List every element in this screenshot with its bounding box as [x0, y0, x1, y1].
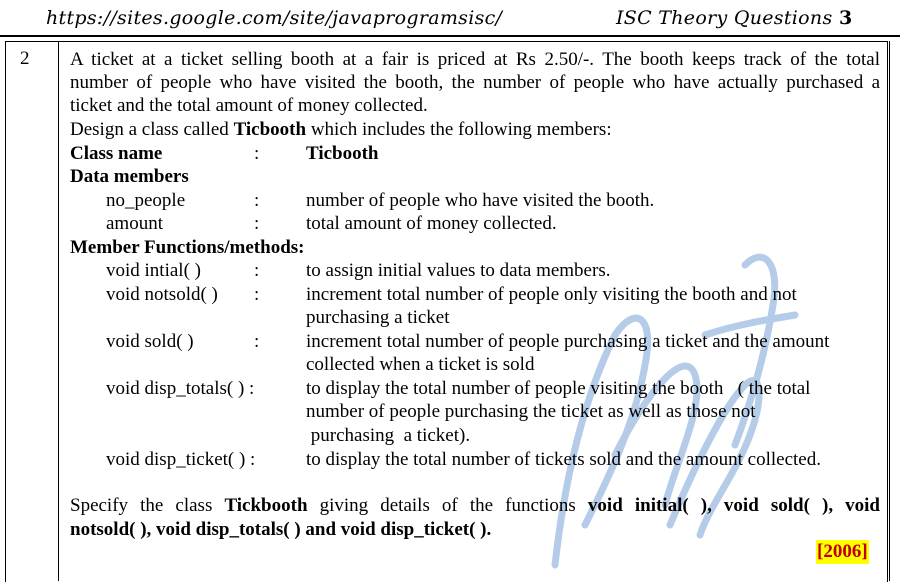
method-desc: increment total number of people purchasing a ticket and the amount: [306, 331, 830, 352]
method-name: void intial( ): [106, 260, 201, 281]
member-desc: number of people who have visited the booth.: [306, 190, 655, 211]
column-divider: [58, 41, 59, 581]
intro-line-1: A ticket at a ticket selling booth at a fair is priced at Rs 2.50/-. The booth keeps track of the total: [70, 49, 880, 70]
header-title: ISC Theory Questions: [616, 7, 833, 29]
member-colon: :: [254, 213, 260, 234]
specify-text-1: Specify the class: [70, 495, 225, 516]
specify-line-1: [70, 494, 880, 517]
data-members-heading: Data members: [70, 166, 189, 187]
design-line: [70, 118, 612, 141]
member-name: no_people: [106, 190, 186, 211]
design-class: Ticbooth: [233, 119, 307, 140]
specify-functions: void initial( ), void sold( ), void: [587, 495, 881, 516]
member-name: amount: [106, 213, 163, 234]
specify-class: Tickbooth: [224, 495, 308, 516]
method-name: void disp_ticket( ) :: [106, 449, 256, 470]
header-url: https://sites.google.com/site/javaprogramsisc/: [46, 7, 503, 29]
method-desc: to display the total number of tickets sold and the amount collected.: [306, 449, 821, 470]
method-desc: purchasing a ticket: [306, 307, 450, 328]
method-colon: :: [254, 260, 260, 281]
class-name-value: Ticbooth: [306, 143, 379, 164]
page-header: [0, 0, 900, 34]
method-desc: to assign initial values to data members.: [306, 260, 611, 281]
method-colon: :: [254, 331, 260, 352]
class-name-colon: :: [254, 143, 260, 164]
method-colon: :: [254, 284, 260, 305]
design-suffix: which includes the following members:: [306, 119, 612, 140]
table-right-border: [889, 41, 890, 581]
methods-heading: Member Functions/methods:: [70, 237, 305, 258]
question-number: 2: [20, 48, 30, 69]
design-prefix: Design a class called: [70, 119, 234, 140]
intro-line-3: ticket and the total amount of money collected.: [70, 95, 428, 116]
header-divider: [0, 35, 900, 37]
method-name: void sold( ): [106, 331, 194, 352]
intro-line-2: number of people who have visited the booth, the number of people who have actually purchased a: [70, 72, 880, 93]
member-desc: total amount of money collected.: [306, 213, 557, 234]
method-desc: purchasing a ticket).: [306, 425, 471, 446]
page-number: 3: [839, 7, 853, 29]
method-desc: to display the total number of people visiting the booth ( the total: [306, 378, 811, 399]
year-badge: [2006]: [817, 541, 868, 562]
specify-text-2: giving details of the functions: [307, 495, 588, 516]
method-desc: number of people purchasing the ticket as well as those not: [306, 401, 756, 422]
specify-line-2: notsold( ), void disp_totals( ) and void disp_ticket( ).: [70, 519, 492, 540]
method-name: void disp_totals( ) :: [106, 378, 255, 399]
method-desc: increment total number of people only visiting the booth and not: [306, 284, 797, 305]
method-desc: collected when a ticket is sold: [306, 354, 535, 375]
class-name-label: Class name: [70, 143, 163, 164]
member-colon: :: [254, 190, 260, 211]
method-name: void notsold( ): [106, 284, 218, 305]
